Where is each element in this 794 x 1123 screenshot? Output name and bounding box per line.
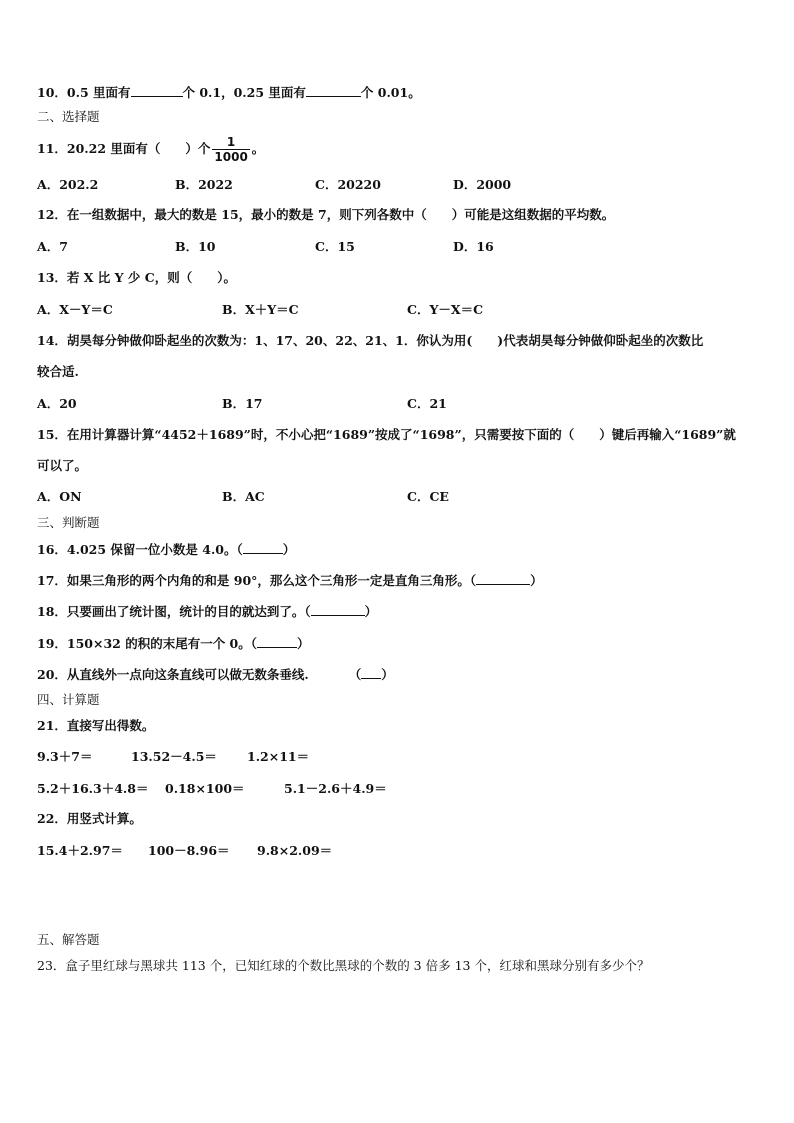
option-b[interactable]: B．17: [222, 396, 263, 411]
answer-blank[interactable]: [361, 666, 381, 679]
option-a[interactable]: A．X－Y＝C: [37, 302, 113, 317]
section-heading-judgement: 三、判断题: [37, 515, 100, 530]
question-20: 20．从直线外一点向这条直线可以做无数条垂线. （ ）: [37, 667, 394, 682]
question-15-line-2: 可以了。: [37, 458, 88, 473]
option-b[interactable]: B．2022: [175, 177, 233, 192]
option-c[interactable]: C．20220: [315, 177, 381, 192]
answer-blank[interactable]: [131, 84, 183, 97]
option-a[interactable]: A．202.2: [37, 177, 99, 192]
option-b[interactable]: B．10: [175, 239, 216, 254]
question-16: 16．4.025 保留一位小数是 4.0。（ ）: [37, 542, 296, 557]
calc-item: 0.18×100＝: [165, 781, 245, 796]
option-c[interactable]: C．CE: [407, 489, 449, 504]
question-18: 18．只要画出了统计图，统计的目的就达到了。（ ）: [37, 604, 378, 619]
calc-item: 1.2×11＝: [247, 749, 310, 764]
question-12: 12．在一组数据中，最大的数是 15，最小的数是 7，则下列各数中（ ）可能是这组数据的平均数。: [37, 207, 615, 222]
calc-item: 5.2＋16.3＋4.8＝: [37, 781, 149, 796]
question-19: 19．150×32 的积的末尾有一个 0。（ ）: [37, 636, 310, 651]
calc-item: 5.1－2.6＋4.9＝: [284, 781, 387, 796]
option-a[interactable]: A．7: [37, 239, 68, 254]
option-c[interactable]: C．21: [407, 396, 447, 411]
answer-blank[interactable]: [306, 84, 361, 97]
question-22: 22．用竖式计算。: [37, 811, 142, 826]
option-b[interactable]: B．X＋Y＝C: [222, 302, 299, 317]
answer-blank[interactable]: [311, 603, 365, 616]
calc-item: 9.3＋7＝: [37, 749, 93, 764]
calc-item: 9.8×2.09＝: [257, 843, 333, 858]
fraction: $\frac{1}{1000}$: [214, 135, 248, 164]
question-23: 23．盒子里红球与黑球共 113 个，已知红球的个数比黑球的个数的 3 倍多 13 个，红球和黑球分别有多少个？: [37, 958, 650, 973]
question-15-line-1: 15．在用计算器计算“4452＋1689”时，不小心把“1689”按成了“1698”，只需要按下面的（ ）键后再输入“1689”就: [37, 427, 736, 442]
question-10: 10．0.5 里面有 个 0.1，0.25 里面有 个 0.01。: [37, 85, 421, 100]
question-11: 11．20.22 里面有（ ）个 $\frac{1}{1000}$ 。: [37, 135, 265, 164]
option-d[interactable]: D．16: [453, 239, 494, 254]
answer-blank[interactable]: [476, 572, 530, 585]
section-heading-word-problems: 五、解答题: [37, 932, 100, 947]
question-17: 17．如果三角形的两个内角的和是 90°，那么这个三角形一定是直角三角形。（ ）: [37, 573, 543, 588]
question-21: 21．直接写出得数。: [37, 718, 155, 733]
option-c[interactable]: C．15: [315, 239, 355, 254]
question-13: 13．若 X 比 Y 少 C，则（ ）。: [37, 270, 236, 285]
option-b[interactable]: B．AC: [222, 489, 265, 504]
question-14-line-1: 14．胡昊每分钟做仰卧起坐的次数为：1、17、20、22、21、1．你认为用( )代表胡昊每分钟做仰卧起坐的次数比: [37, 333, 704, 348]
calc-item: 100－8.96＝: [148, 843, 230, 858]
calc-item: 15.4＋2.97＝: [37, 843, 123, 858]
option-a[interactable]: A．20: [37, 396, 77, 411]
option-c[interactable]: C．Y－X＝C: [407, 302, 484, 317]
question-14-line-2: 较合适.: [37, 364, 79, 379]
section-heading-choice: 二、选择题: [37, 109, 100, 124]
answer-blank[interactable]: [257, 635, 297, 648]
option-d[interactable]: D．2000: [453, 177, 512, 192]
answer-blank[interactable]: [243, 541, 283, 554]
option-a[interactable]: A．ON: [37, 489, 82, 504]
section-heading-calculation: 四、计算题: [37, 692, 100, 707]
calc-item: 13.52－4.5＝: [131, 749, 217, 764]
